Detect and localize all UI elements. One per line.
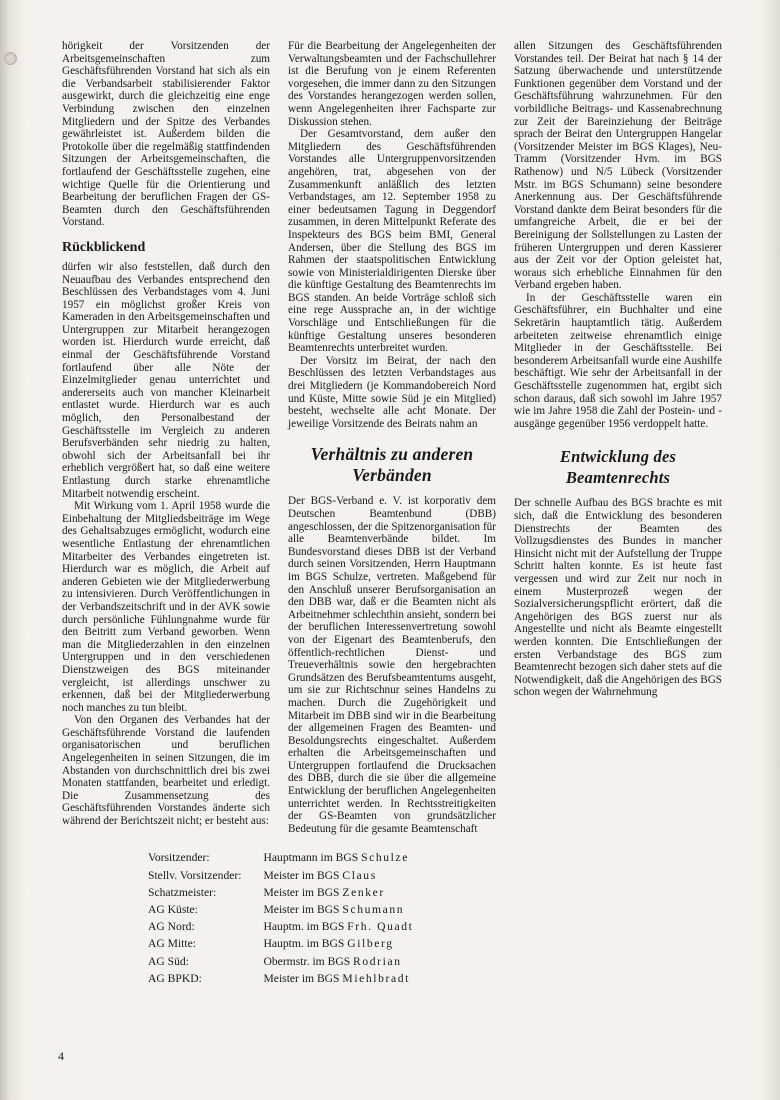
- officers-table: [148, 849, 722, 987]
- table-row: [148, 884, 414, 901]
- officer-role: Stellv. Vorsitzender:: [148, 868, 242, 882]
- officer-name: Hauptm. im BGS Gilberg: [263, 937, 394, 951]
- paragraph: allen Sitzungen des Geschäftsführenden Vorstandes teil. Der Beirat hat nach § 14 der Satzung überwachende und unterstützende Funktionen gegenüber dem Vorstand und der Geschäftsführung wahrzunehmen. Für den vorbildliche Beitrags- und Kassenabrechnung zur Zeit der Bareinziehung der Beiträge sprach der Beirat den Untergruppen Hangelar (Vorsitzender Meister im BGS Klages), Neu-Tramm (Vorsitzender Hvm. im BGS Rathenow) und N/5 Lübeck (Vorsitzender Mstr. im BGS Schumann) seine besondere Anerkennung aus. Der Geschäftsführende Vorstand dankte dem Beirat besonders für die umfangreiche Arbeit, die er bei der Bereinigung der Sollstellungen zu Lasten der früheren Untergruppen und deren Kassierer aus der Zeit vor der Option geleistet hat, woraus sich erhebliche Einnahmen für den Verband ergeben haben.: [514, 40, 722, 292]
- column-middle: [288, 40, 496, 835]
- paragraph: Der Vorsitz im Beirat, der nach den Beschlüssen des letzten Verbandstages aus drei Mitgliedern (je Kommandobereich Nord und Küste, Mitte sowie Süd je ein Mitglied) besteht, wechselte alle acht Monate. Der jeweilige Vorsitzende des Beirats nahm an: [288, 354, 496, 430]
- paragraph: Der schnelle Aufbau des BGS brachte es mit sich, daß die Entwicklung des besonderen Dienstrechts der Beamten des Vollzugsdienstes des Bundes in mancher Hinsicht nicht mit der Aufstellung der Truppe Schritt halten konnte. Es ist heute fast vergessen und wird zur Zeit nur noch in einem Musterprozeß wegen der Sozialversicherungspflicht erörtert, daß die Angehörigen des BGS zuerst nur als Angestellte und nicht als Beamte eingestellt werden konnten. Die Entschließungen der ersten Verbandstage des BGS zum Beamtenrecht bezogen sich daher stets auf die Notwendigkeit, daß die Angehörigen des BGS schon wegen der Wahrnehmung: [514, 497, 722, 699]
- table-row: [148, 935, 414, 952]
- paragraph: hörigkeit der Vorsitzenden der Arbeitsgemeinschaften zum Geschäftsführenden Vorstand hat sich als ein die Verbandsarbeit stabilisierender Faktor ausgewirkt, durch die gleichzeitig eine enge Verbindung zwischen den einzelnen Mitgliedern und der Spitze des Verbandes gewährleistet ist. Außerdem bilden die Protokolle über die regelmäßig stattfindenden Sitzungen der Arbeitsgemeinschaften, die fortlaufend der Geschäftsstelle zugehen, eine wichtige Quelle für die Orientierung und Bearbeitung der beruflichen Fragen der GS-Beamten durch den Geschäftsführenden Vorstand.: [62, 40, 270, 229]
- officer-role: AG Mitte:: [148, 937, 196, 951]
- paragraph: Von den Organen des Verbandes hat der Geschäftsführende Vorstand die laufenden organisatorischen und beruflichen Angelegenheiten in seinen Sitzungen, die im Abstanden von durchschnittlich drei bis zwei Monaten stattfanden, bearbeitet und erledigt. Die Zusammensetzung des Geschäftsführenden Vorstandes änderte sich während der Berichtszeit nicht; er besteht aus:: [62, 714, 270, 828]
- table-row: [148, 970, 414, 987]
- paragraph: Mit Wirkung vom 1. April 1958 wurde die Einbehaltung der Mitgliedsbeiträge im Wege des Gehaltsabzuges ermöglicht, wodurch eine wesentliche Entlastung der ehrenamtlichen Mitarbeiter des Verbandes eingetreten ist. Hierdurch war es möglich, die Arbeit auf anderen Gebieten wie der Mitgliederwerbung zu intensivieren. Durch Veröffentlichungen in der Verbandszeitschrift und in der AVK sowie durch persönliche Fühlungnahme wurde für den Beitritt zum Verband geworben. Wenn man die Mitgliederzahlen in den einzelnen Untergruppen und in den verschiedenen Dienstzweigen des BGS miteinander vergleicht, ist allerdings unschwer zu erkennen, daß bei der Mitgliederwerbung noch manches zu tun bleibt.: [62, 500, 270, 714]
- table-row: [148, 867, 414, 884]
- paragraph: Für die Bearbeitung der Angelegenheiten der Verwaltungsbeamten und der Fachschullehrer ist die Berufung von je einem Referenten vorgesehen, die immer dann zu den Sitzungen des Vorstandes herangezogen werden sollen, wenn Angelegenheiten ihrer Fachsparte zur Diskussion stehen.: [288, 40, 496, 128]
- column-left: [62, 40, 270, 828]
- officers-table-body: [148, 849, 414, 987]
- table-row: [148, 918, 414, 935]
- paragraph: dürfen wir also feststellen, daß durch den Neuaufbau des Verbandes entsprechend den Beschlüssen des Verbandstages vom 4. Juni 1957 ein möglichst großer Kreis von Kameraden in den Arbeitsgemeinschaften und Untergruppen zur Mitarbeit herangezogen worden ist. Hierdurch wurde erreicht, daß einmal der Geschäftsführende Vorstand fortlaufend über alle Nöte der Einzelmitglieder genau unterrichtet und andererseits auch von mancher Kleinarbeit entlastet wurde. Hierdurch war es auch möglich, den Personalbestand der Geschäftsstelle im Vergleich zu anderen Berufsverbänden sehr niedrig zu halten, obwohl sich der Arbeitsanfall bei ihr erheblich vergrößert hat, so daß eine weitere Entlastung durch starke ehrenamtliche Mitarbeit notwendig erscheint.: [62, 260, 270, 500]
- table-row: [148, 849, 414, 866]
- section-heading-verhaeltnis: Verhältnis zu anderen Verbänden: [310, 444, 474, 486]
- table-row: [148, 953, 414, 970]
- three-column-layout: [62, 40, 722, 835]
- page-mark-icon: [764, 752, 775, 763]
- officer-name: Meister im BGS Schumann: [263, 903, 405, 917]
- page-content: [62, 40, 722, 1040]
- officer-role: AG BPKD:: [148, 971, 202, 985]
- officer-name: Obermstr. im BGS Rodrian: [263, 954, 402, 968]
- officer-role: AG Küste:: [148, 903, 198, 917]
- officer-name: Hauptm. im BGS Frh. Quadt: [263, 920, 414, 934]
- paragraph: Der Gesamtvorstand, dem außer den Mitgliedern des Geschäftsführenden Vorstandes alle Untergruppenvorsitzenden angehören, trat, abgesehen von der Zusammenkunft anläßlich des letzten Verbandstages, am 12. September 1958 zu einer bedeutsamen Tagung in Deggendorf zusammen, in deren Mittelpunkt Referate des Inspekteurs des BGS beim BMI, General Andersen, über die Stellung des BGS im Rahmen der staatspolitischen Entwicklung sowie von Ministerialdirigenten Dierske über die künftige Gestaltung des Beamtenrechts im BGS standen. An beide Vorträge schloß sich eine rege Aussprache an, in der wichtige Vorschläge und Entschließungen für die künftige Gestaltung unseres besonderen Beamtenrechts unterbreitet wurden.: [288, 128, 496, 355]
- officer-name: Meister im BGS Claus: [263, 868, 377, 882]
- punch-hole-icon: [4, 52, 17, 65]
- officer-role: Schatzmeister:: [148, 885, 217, 899]
- officer-name: Hauptmann im BGS Schulze: [263, 851, 409, 865]
- officer-name: Meister im BGS Zenker: [263, 885, 385, 899]
- column-right: [514, 40, 722, 699]
- section-heading-entwicklung: Entwicklung des Beamtenrechts: [559, 447, 677, 488]
- officer-role: Vorsitzender:: [148, 851, 210, 865]
- officer-role: AG Nord:: [148, 920, 195, 934]
- paragraph: Der BGS-Verband e. V. ist korporativ dem Deutschen Beamtenbund (DBB) angeschlossen, der die Spitzenorganisation für alle Beamtenverbände bildet. Im Bundesvorstand dieses DBB ist der Verband durch seinen Vorsitzenden, Herrn Hauptmann im BGS Schulze, vertreten. Maßgebend für den Anschluß unserer Berufsorganisation an den DBB war, daß er die Beamten nicht als Arbeitnehmer schlechthin ansieht, sondern bei der beruflichen Interessenvertretung sowohl von der Eigenart des Beamtenberufs, den öffentlich-rechtlichen Dienst- und Treueverhältnis sowie den hergebrachten Grundsätzen des Berufsbeamtentums ausgeht, um sie zur Richtschnur seines Handelns zu machen. Durch die Zugehörigkeit und Mitarbeit im DBB sind wir in die Bearbeitung der allgemeinen Fragen des Beamten- und Besoldungsrechts eingeschaltet. Außerdem erhalten die Arbeitsgemeinschaften und Untergruppen fortlaufend die Drucksachen des DBB, durch die sie über die allgemeine Entwicklung der beruflichen Angelegenheiten unterrichtet werden. In Rechtsstreitigkeiten der GS-Beamten von grundsätzlicher Bedeutung für die gesamte Beamtenschaft: [288, 495, 496, 835]
- page-mark-icon: [764, 405, 775, 416]
- paragraph: In der Geschäftsstelle waren ein Geschäftsführer, ein Buchhalter und eine Sekretärin hauptamtlich tätig. Außerdem arbeiteten zeitweise ehrenamtlich einige Mitglieder in der Geschäftsstelle. Bei besonderem Arbeitsanfall wurde eine Aushilfe beschäftigt. Wie sehr der Arbeitsanfall in der Geschäftsstelle zugenommen hat, ergibt sich schon daraus, daß sich sowohl im Jahre 1957 wie im Jahre 1958 die Zahl der Postein- und -ausgänge gegenüber 1956 verdoppelt hatte.: [514, 291, 722, 430]
- section-heading-rueckblickend: Rückblickend: [62, 239, 146, 255]
- page-number: 4: [58, 1049, 64, 1063]
- table-row: [148, 901, 414, 918]
- officer-role: AG Süd:: [148, 954, 189, 968]
- officer-name: Meister im BGS Miehlbradt: [263, 971, 410, 985]
